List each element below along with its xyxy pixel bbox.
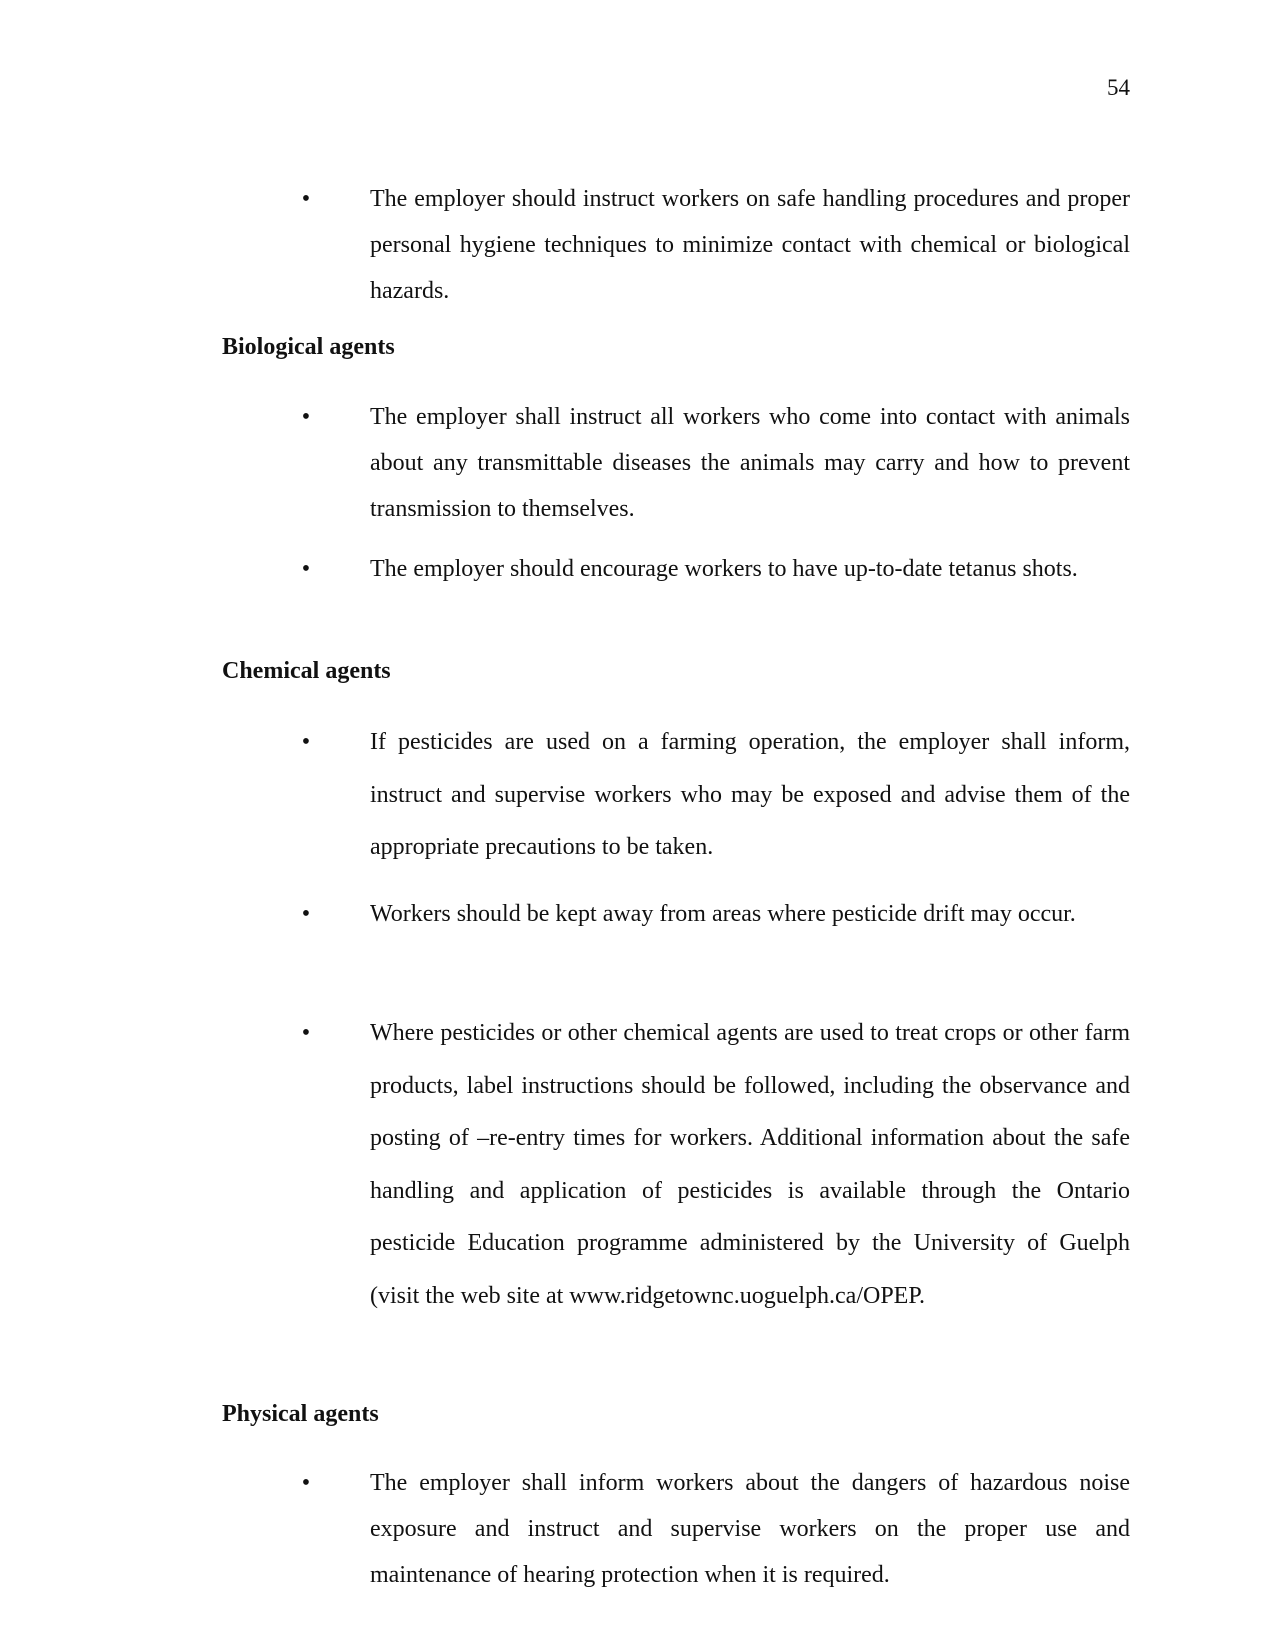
page-number: 54	[1107, 75, 1130, 100]
bullet-marker: •	[301, 186, 311, 212]
bullet-text: If pesticides are used on a farming operation, the employer shall inform, instruct and supervise workers who may be exposed and advise them of the appropriate precautions to be taken.	[370, 729, 1130, 860]
section-heading-physical: Physical agents	[222, 1401, 379, 1427]
bullet-text: The employer shall inform workers about the dangers of hazardous noise exposure and instruct and supervise workers on the proper use and maintenance of hearing protection when it is required.	[370, 1470, 1130, 1588]
bullet-marker: •	[301, 556, 311, 582]
bullet-marker: •	[301, 729, 311, 755]
bullet-marker: •	[301, 1020, 311, 1046]
bullet-text: Workers should be kept away from areas where pesticide drift may occur.	[370, 901, 1076, 927]
section-heading-biological: Biological agents	[222, 334, 395, 360]
bullet-text: The employer shall instruct all workers who come into contact with animals about any transmittable diseases the animals may carry and how to prevent transmission to themselves.	[370, 404, 1130, 522]
bullet-text: The employer should encourage workers to have up-to-date tetanus shots.	[370, 556, 1078, 582]
bullet-text: Where pesticides or other chemical agents are used to treat crops or other farm products, label instructions should be followed, including the observance and posting of –re-entry times for workers. Additional information about the safe handling and application of pesticides is available through the Ontario pesticide Education programme administered by the University of Guelph (visit the web site at www.ridgetownc.uoguelph.ca/OPEP.	[370, 1020, 1130, 1309]
bullet-marker: •	[301, 404, 311, 430]
section-heading-chemical: Chemical agents	[222, 658, 391, 684]
bullet-marker: •	[301, 901, 311, 927]
bullet-marker: •	[301, 1470, 311, 1496]
bullet-text: The employer should instruct workers on safe handling procedures and proper personal hygiene techniques to minimize contact with chemical or biological hazards.	[370, 186, 1130, 304]
